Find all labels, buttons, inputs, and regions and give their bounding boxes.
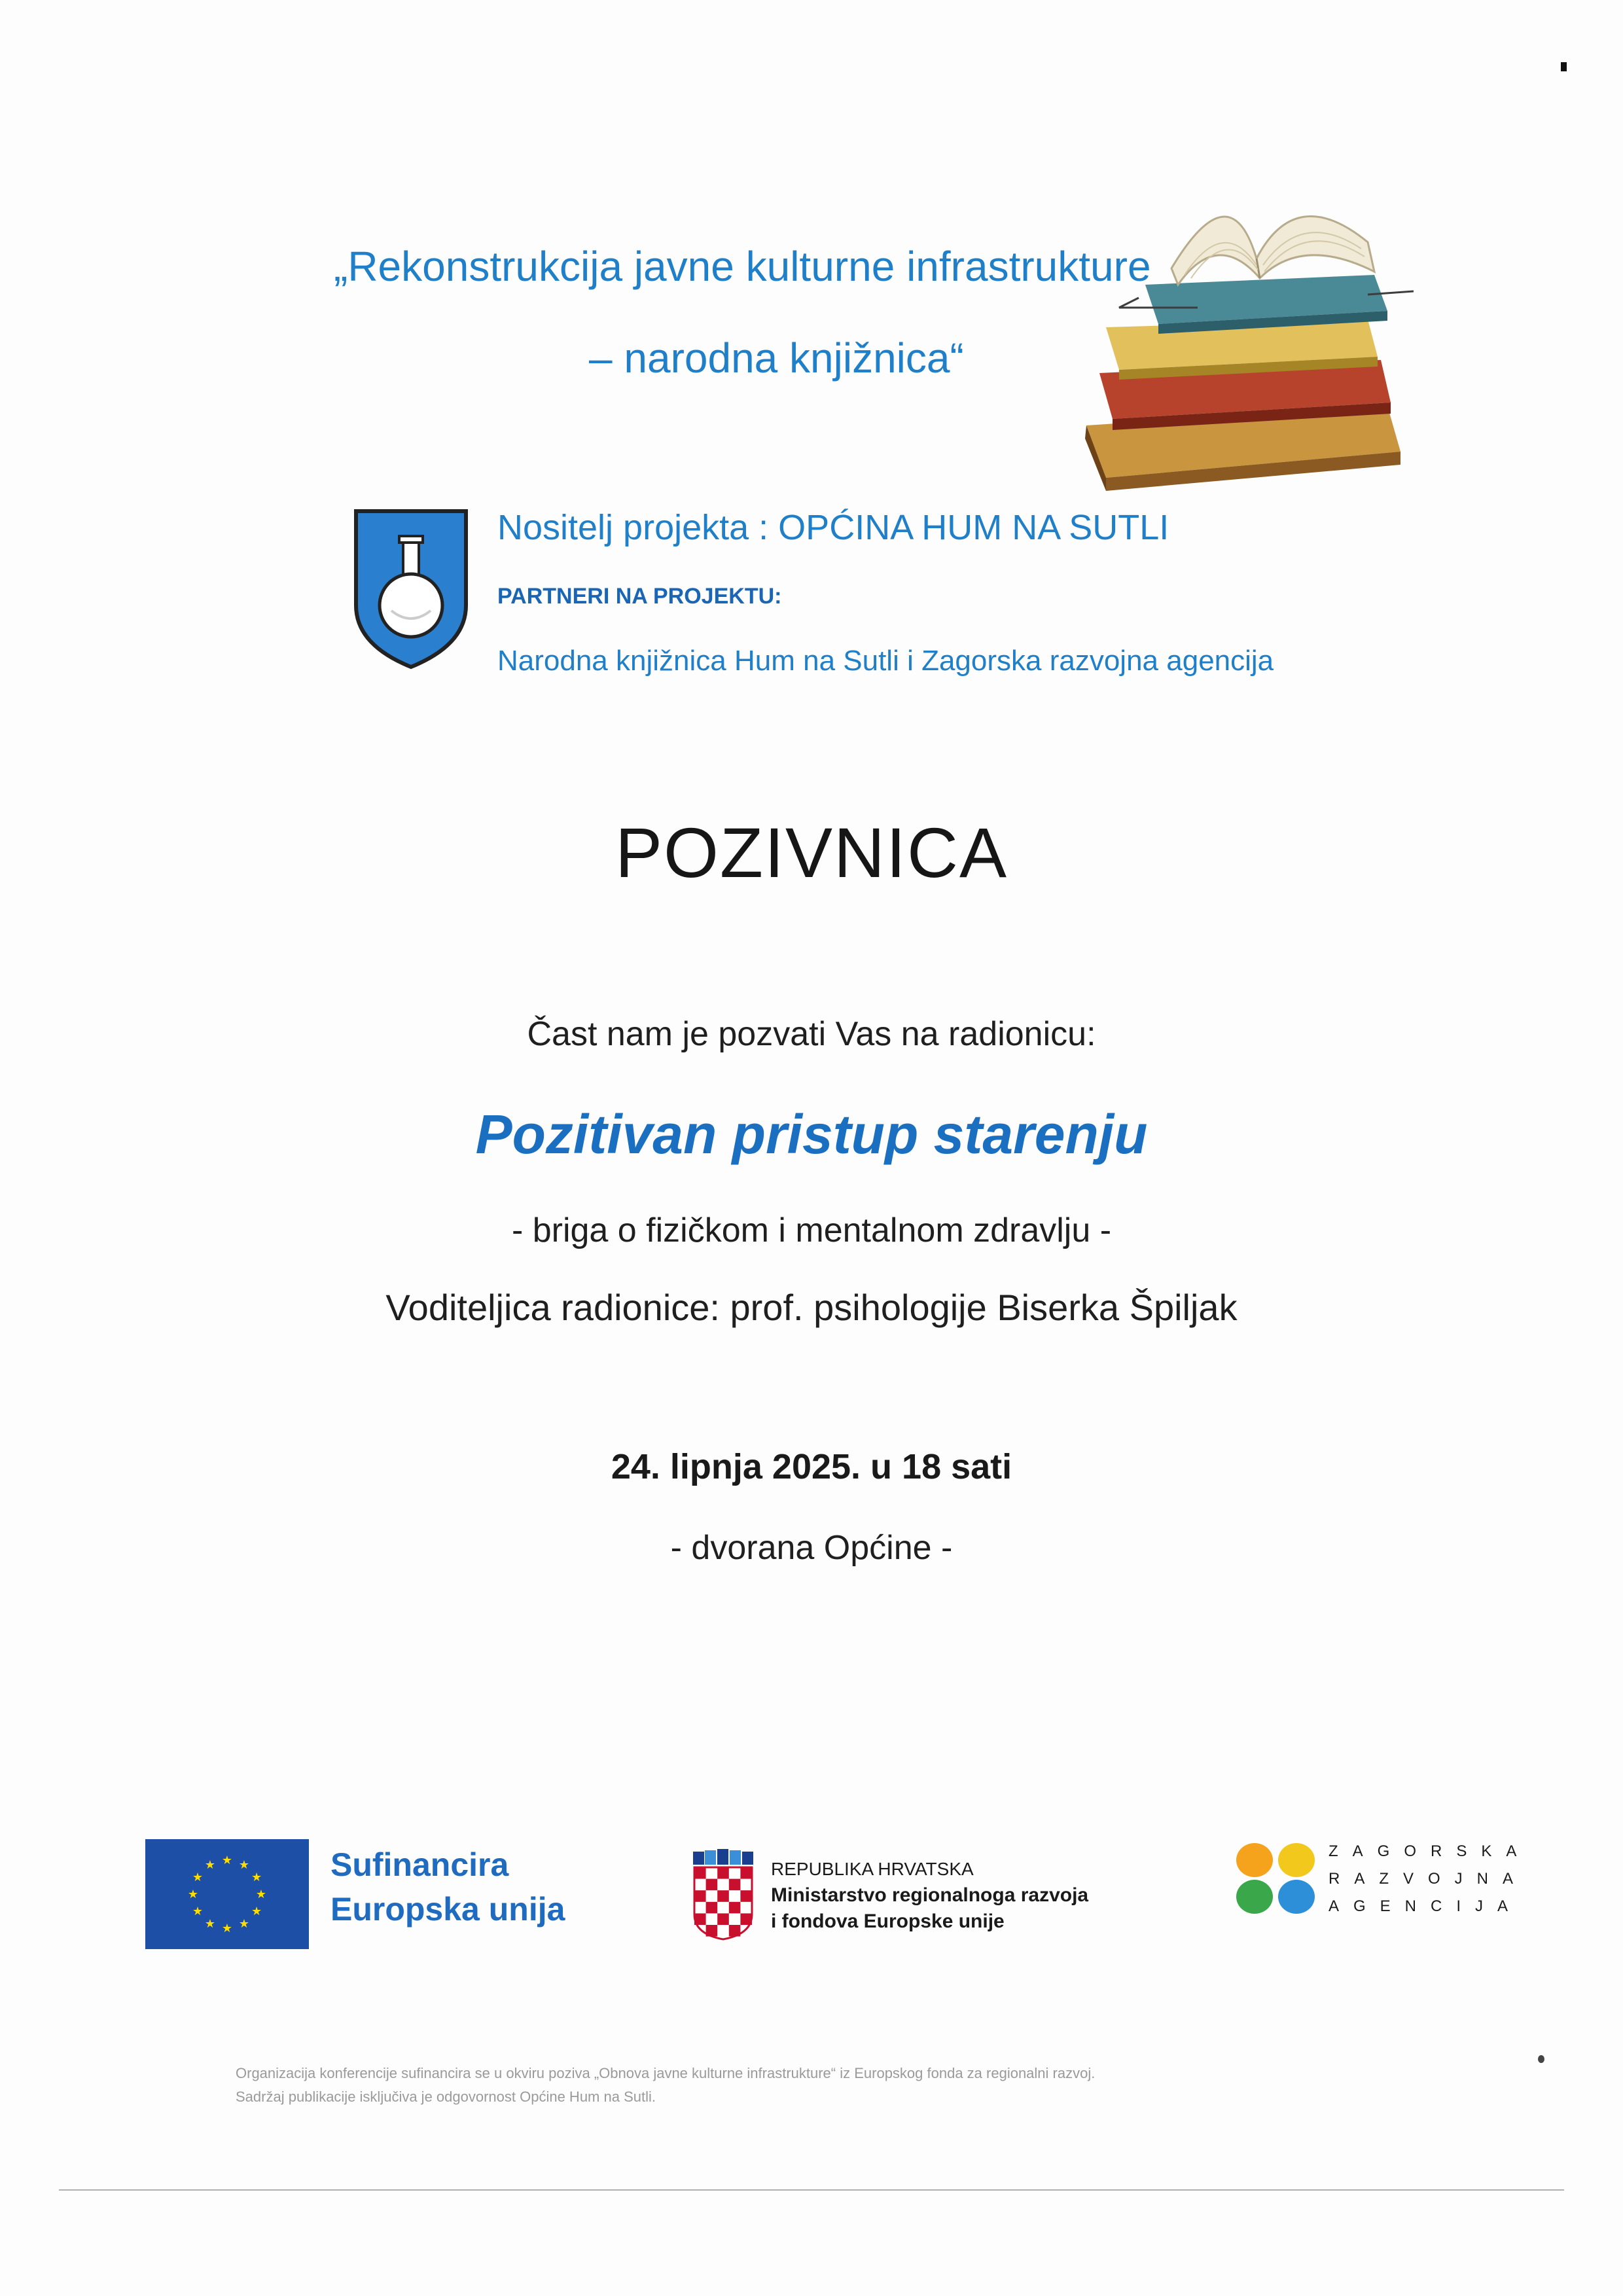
project-holder: Nositelj projekta : OPĆINA HUM NA SUTLI — [497, 508, 1169, 547]
workshop-subtitle: - briga o fizičkom i mentalnom zdravlju - — [511, 1211, 1112, 1249]
scan-speck — [1538, 2055, 1544, 2063]
eu-star: ★ — [221, 1854, 233, 1867]
eu-star: ★ — [238, 1857, 250, 1872]
eu-star: ★ — [251, 1905, 262, 1918]
zra-text — [1329, 1838, 1531, 1920]
hr-check — [717, 1867, 729, 1879]
hr-line1: REPUBLIKA HRVATSKA — [771, 1859, 974, 1879]
hr-line2: Ministarstvo regionalnoga razvoja — [771, 1884, 1089, 1906]
hr-check — [694, 1913, 706, 1925]
workshop-title: Pozitivan pristup starenju — [475, 1103, 1148, 1165]
eu-line2: Europska unija — [330, 1891, 565, 1928]
hr-check — [740, 1867, 752, 1879]
zra-line3: AGENCIJA — [1329, 1897, 1523, 1915]
eu-star: ★ — [221, 1922, 233, 1935]
hr-check — [694, 1890, 706, 1902]
hr-line3: i fondova Europske unije — [771, 1910, 1005, 1932]
eu-flag-icon — [145, 1839, 309, 1949]
eu-star: ★ — [255, 1888, 267, 1901]
eu-star: ★ — [204, 1857, 216, 1872]
hr-check — [729, 1902, 741, 1914]
hr-check — [729, 1879, 741, 1891]
eu-cofinanced-text — [330, 1842, 565, 1931]
zra-logo-icon — [1234, 1839, 1322, 1918]
disclaimer-line1: Organizacija konferencije sufinancira se u okviru poziva „Obnova javne kulturne infrastrukture“ iz Europskog fonda za regionalni razvoj. — [236, 2065, 1096, 2081]
hr-check — [740, 1890, 752, 1902]
partners-label: PARTNERI NA PROJEKTU: — [497, 584, 782, 609]
disclaimer-line2: Sadržaj publikacije isključiva je odgovornost Općine Hum na Sutli. — [236, 2089, 656, 2105]
eu-star: ★ — [192, 1905, 204, 1918]
zra-line2: RAZVOJNA — [1329, 1870, 1528, 1888]
hr-check — [706, 1902, 718, 1914]
hr-check — [717, 1890, 729, 1902]
eu-line1: Sufinancira — [330, 1846, 509, 1883]
eu-star: ★ — [251, 1871, 262, 1884]
invitation-intro: Čast nam je pozvati Vas na radionicu: — [527, 1015, 1096, 1053]
croatian-crest-icon — [690, 1849, 756, 1941]
books-illustration — [1060, 144, 1427, 497]
bottom-divider — [59, 2189, 1564, 2191]
scan-speck — [1561, 62, 1567, 71]
eu-star: ★ — [204, 1917, 216, 1931]
hr-check — [717, 1913, 729, 1925]
invitation-heading: POZIVNICA — [615, 813, 1008, 892]
municipality-crest-icon — [352, 507, 470, 671]
event-datetime: 24. lipnja 2025. u 18 sati — [611, 1447, 1012, 1486]
hr-check — [706, 1925, 718, 1937]
hr-check — [729, 1925, 741, 1937]
partners-list: Narodna knjižnica Hum na Sutli i Zagorska razvojna agencija — [497, 645, 1274, 677]
workshop-leader: Voditeljica radionice: prof. psihologije Biserka Špiljak — [385, 1287, 1238, 1328]
zra-line1: ZAGORSKA — [1329, 1842, 1531, 1860]
eu-star: ★ — [187, 1888, 199, 1901]
eu-star: ★ — [192, 1871, 204, 1884]
project-title-line2: – narodna knjižnica“ — [589, 334, 964, 382]
hr-check — [694, 1867, 706, 1879]
funding-disclaimer — [236, 2062, 1095, 2109]
eu-star: ★ — [238, 1917, 250, 1931]
hr-check — [740, 1913, 752, 1925]
ministry-text — [771, 1856, 1088, 1935]
hr-check — [706, 1879, 718, 1891]
project-title-line1: „Rekonstrukcija javne kulturne infrastrukture — [334, 243, 1151, 290]
event-venue: - dvorana Općine - — [670, 1529, 953, 1567]
